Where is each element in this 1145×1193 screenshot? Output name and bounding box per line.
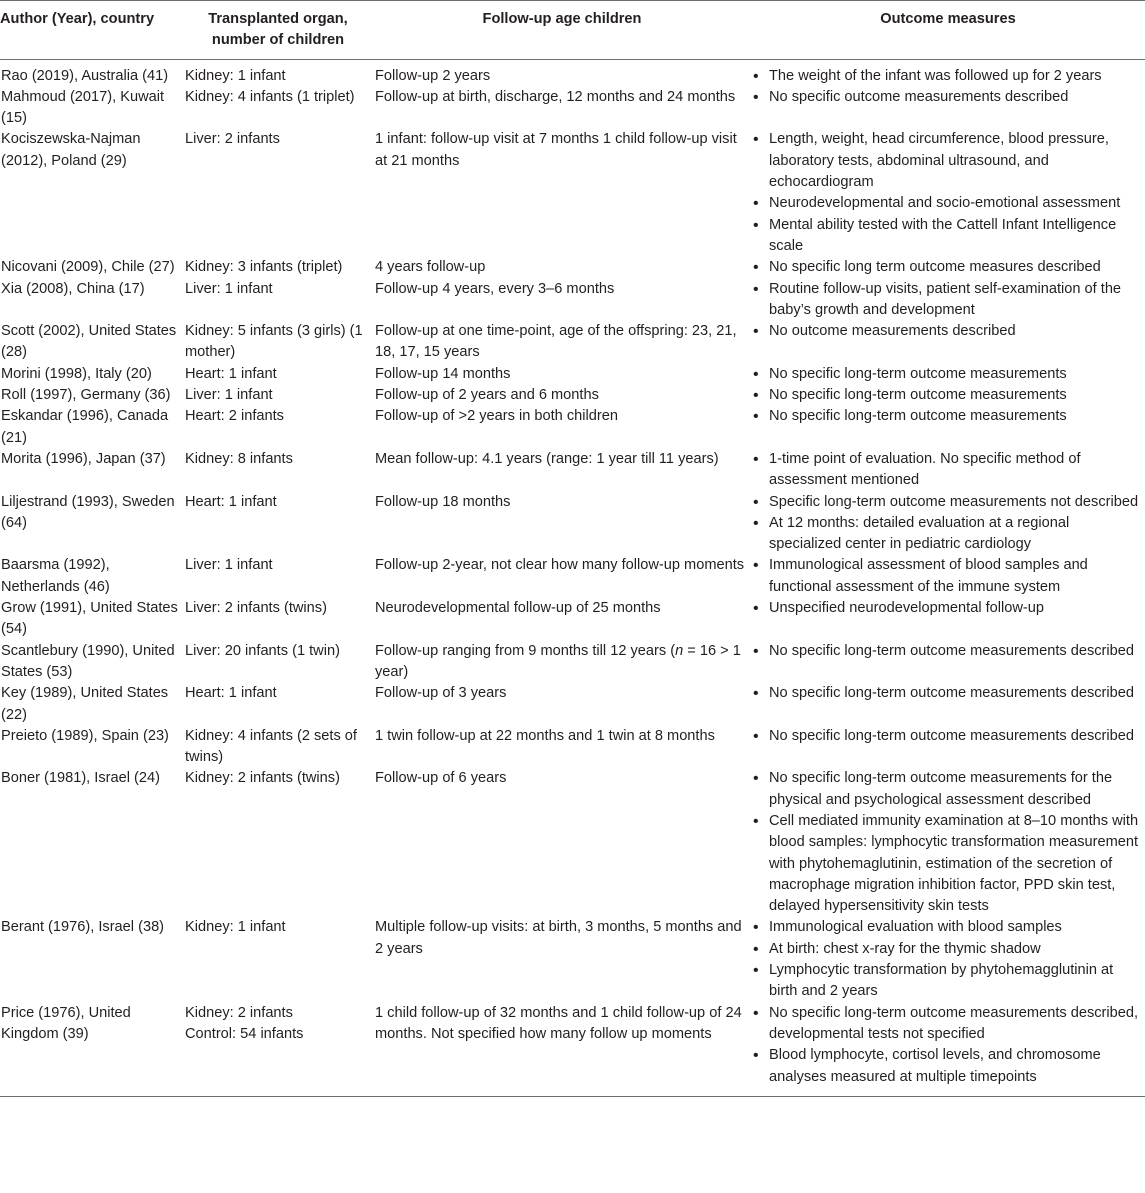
cell-author: Rao (2019), Australia (41): [1, 67, 169, 84]
organ-line: Heart: 1 infant: [185, 685, 277, 702]
outcome-list: [751, 641, 1145, 662]
outcome-item: • Immunological evaluation with blood samples: [751, 917, 1145, 938]
outcome-item: • Specific long-term outcome measurements not described: [751, 492, 1145, 513]
cell-author: Mahmoud (2017), Kuwait (15): [1, 88, 165, 127]
organ-line: Kidney: 3 infants (triplet): [185, 259, 343, 276]
cell-organ: [183, 768, 373, 917]
outcome-item: • No specific long-term outcome measurements: [751, 406, 1145, 427]
followup-text: Follow-up ranging from 9 months till 12 years (: [375, 642, 676, 659]
cell-followup: 1 child follow-up of 32 months and 1 child follow-up of 24 months. Not specified how many follow up moments: [373, 1003, 751, 1097]
cell-author: Roll (1997), Germany (36): [1, 387, 171, 404]
cell-author: Key (1989), United States (22): [1, 685, 169, 723]
cell-author: Xia (2008), China (17): [1, 280, 145, 297]
table-row: [0, 1003, 1145, 1097]
cell-outcomes: [751, 683, 1145, 726]
cell-outcomes: [751, 129, 1145, 257]
cell-followup: Follow-up 2 years: [375, 67, 491, 84]
cell-followup: Follow-up 4 years, every 3–6 months: [375, 280, 615, 297]
outcome-list: [751, 449, 1145, 492]
outcome-item: • Cell mediated immunity examination at 8–10 months with blood samples: lymphocytic transformation measurement with phytohemaglutinin, estimation of the secretion of macrophage migration inhibition factor, PPD skin test, delayed hypersensitivity skin tests: [751, 811, 1145, 917]
cell-organ: [183, 59, 373, 87]
organ-line: Kidney: 8 infants: [185, 450, 293, 467]
outcome-item: • Immunological assessment of blood samples and functional assessment of the immune system: [751, 555, 1145, 598]
outcome-item: • Lymphocytic transformation by phytohemagglutinin at birth and 2 years: [751, 960, 1145, 1003]
cell-outcomes: [751, 321, 1145, 364]
organ-line: Heart: 2 infants: [185, 408, 284, 425]
cell-followup: Mean follow-up: 4.1 years (range: 1 year till 11 years): [375, 450, 719, 467]
table-row: [0, 726, 1145, 769]
organ-line: Kidney: 4 infants (1 triplet): [185, 88, 355, 105]
cell-organ: [183, 321, 373, 364]
cell-organ: [183, 492, 373, 556]
cell-outcomes: [751, 87, 1145, 130]
followup-italic: n: [675, 642, 684, 659]
cell-followup: Follow-up at birth, discharge, 12 months and 24 months: [375, 88, 736, 105]
outcome-list: [751, 385, 1145, 406]
cell-organ: [183, 641, 373, 684]
organ-line: Kidney: 2 infants (twins): [185, 770, 340, 787]
outcome-item: • No specific long-term outcome measurements for the physical and psychological assessment described: [751, 768, 1145, 811]
cell-followup: Follow-up at one time-point, age of the offspring: 23, 21, 18, 17, 15 years: [375, 323, 737, 361]
organ-line: Kidney: 2 infants: [185, 1004, 293, 1021]
cell-organ: [183, 279, 373, 322]
table-row: [0, 768, 1145, 917]
organ-line: Control: 54 infants: [185, 1025, 304, 1042]
table-row: [0, 129, 1145, 257]
outcome-list: [751, 917, 1145, 1002]
cell-author: Preieto (1989), Spain (23): [1, 727, 169, 744]
cell-organ: [183, 598, 373, 641]
outcome-item: • No specific long-term outcome measurements: [751, 364, 1145, 385]
table-body: [0, 59, 1145, 1096]
cell-outcomes: [751, 257, 1145, 278]
cell-outcomes: [751, 555, 1145, 598]
outcome-list: [751, 364, 1145, 385]
cell-organ: [183, 87, 373, 130]
cell-followup: Follow-up 14 months: [375, 365, 511, 382]
cell-outcomes: [751, 406, 1145, 449]
cell-organ: [183, 364, 373, 385]
outcome-list: [751, 87, 1145, 108]
cell-outcomes: [751, 726, 1145, 769]
organ-line: Liver: 1 infant: [185, 387, 273, 404]
table-row: [0, 385, 1145, 406]
cell-followup: Follow-up of 6 years: [375, 770, 507, 787]
header-outcome: Outcome measures: [751, 1, 1145, 60]
outcome-item: • At 12 months: detailed evaluation at a regional specialized center in pediatric cardiology: [751, 513, 1145, 556]
cell-author: Scantlebury (1990), United States (53): [1, 642, 175, 680]
table-row: [0, 449, 1145, 492]
cell-organ: [183, 257, 373, 278]
cell-followup: Follow-up 2-year, not clear how many follow-up moments: [375, 557, 745, 574]
cell-outcomes: [751, 279, 1145, 322]
table-row: [0, 364, 1145, 385]
outcome-item: • No specific long-term outcome measurements described, developmental tests not specified: [751, 1003, 1145, 1046]
organ-line: Liver: 2 infants (twins): [185, 600, 327, 617]
cell-author: Grow (1991), United States (54): [1, 600, 178, 638]
outcome-item: • Mental ability tested with the Cattell Infant Intelligence scale: [751, 215, 1145, 258]
outcome-item: • No specific long-term outcome measurements described: [751, 683, 1145, 704]
cell-outcomes: [751, 598, 1145, 641]
cell-author: Boner (1981), Israel (24): [1, 770, 160, 787]
table-row: [0, 406, 1145, 449]
cell-followup: Neurodevelopmental follow-up of 25 months: [375, 600, 661, 617]
outcome-item: • At birth: chest x-ray for the thymic shadow: [751, 939, 1145, 960]
cell-outcomes: [751, 364, 1145, 385]
outcome-item: • No specific long-term outcome measurements described: [751, 641, 1145, 662]
cell-author: Eskandar (1996), Canada (21): [1, 408, 169, 446]
cell-author: Scott (2002), United States (28): [1, 323, 177, 361]
outcome-item: • No specific outcome measurements described: [751, 87, 1145, 108]
cell-author: Price (1976), United Kingdom (39): [0, 1003, 183, 1097]
cell-organ: [183, 555, 373, 598]
cell-followup: Follow-up of >2 years in both children: [375, 408, 618, 425]
table-header: [0, 1, 1145, 60]
outcome-item: • Neurodevelopmental and socio-emotional assessment: [751, 193, 1145, 214]
cell-organ: [183, 449, 373, 492]
table-row: [0, 279, 1145, 322]
outcome-list: [751, 321, 1145, 342]
header-organ: Transplanted organ, number of children: [183, 1, 373, 60]
outcome-list: [751, 1003, 1145, 1088]
outcome-item: • No specific long-term outcome measurements: [751, 385, 1145, 406]
outcome-item: • Routine follow-up visits, patient self-examination of the baby’s growth and development: [751, 279, 1145, 322]
cell-author: Morini (1998), Italy (20): [1, 365, 152, 382]
cell-followup: [373, 641, 751, 684]
organ-line: Heart: 1 infant: [185, 365, 277, 382]
followup-text: = 16 > 1 year): [375, 642, 741, 680]
cell-followup: 1 twin follow-up at 22 months and 1 twin at 8 months: [375, 727, 715, 744]
cell-followup: Follow-up of 3 years: [375, 685, 507, 702]
cell-organ: [183, 683, 373, 726]
outcome-list: [751, 683, 1145, 704]
cell-author: Morita (1996), Japan (37): [1, 450, 166, 467]
outcome-list: [751, 129, 1145, 257]
cell-author: Berant (1976), Israel (38): [1, 919, 165, 936]
cell-outcomes: [751, 492, 1145, 556]
cell-organ: [183, 726, 373, 769]
organ-line: Kidney: 5 infants (3 girls) (1 mother): [185, 323, 363, 361]
organ-line: Kidney: 1 infant: [185, 919, 286, 936]
cell-followup: Follow-up 18 months: [375, 493, 511, 510]
table-row: [0, 917, 1145, 1002]
cell-followup: 1 infant: follow-up visit at 7 months 1 child follow-up visit at 21 months: [375, 131, 737, 169]
outcome-item: • No outcome measurements described: [751, 321, 1145, 342]
organ-line: Kidney: 1 infant: [185, 67, 286, 84]
cell-outcomes: [751, 385, 1145, 406]
outcome-list: [751, 598, 1145, 619]
organ-line: Liver: 2 infants: [185, 131, 280, 148]
outcome-list: [751, 768, 1145, 917]
organ-line: Liver: 1 infant: [185, 557, 273, 574]
organ-line: Liver: 20 infants (1 twin): [185, 642, 340, 659]
cell-outcomes: [751, 1003, 1145, 1097]
cell-author: Liljestrand (1993), Sweden (64): [1, 493, 175, 531]
table-row: [0, 257, 1145, 278]
cell-organ: [183, 406, 373, 449]
outcome-list: [751, 726, 1145, 747]
cell-followup: 4 years follow-up: [375, 259, 486, 276]
table-row: [0, 598, 1145, 641]
cell-author: Kociszewska-Najman (2012), Poland (29): [1, 131, 141, 169]
table-row: [0, 492, 1145, 556]
outcome-list: [751, 279, 1145, 322]
organ-line: Heart: 1 infant: [185, 493, 277, 510]
cell-outcomes: [751, 917, 1145, 1002]
cell-followup: Multiple follow-up visits: at birth, 3 months, 5 months and 2 years: [375, 919, 742, 957]
cell-outcomes: [751, 449, 1145, 492]
header-followup: Follow-up age children: [373, 1, 751, 60]
cell-author: Baarsma (1992), Netherlands (46): [1, 557, 110, 595]
table-row: [0, 555, 1145, 598]
cell-organ: [183, 129, 373, 257]
outcome-item: • Length, weight, head circumference, blood pressure, laboratory tests, abdominal ultrasound, and echocardiogram: [751, 129, 1145, 193]
organ-line: Kidney: 4 infants (2 sets of twins): [185, 727, 357, 766]
cell-organ: [183, 385, 373, 406]
outcome-item: • The weight of the infant was followed up for 2 years: [751, 66, 1145, 87]
outcome-list: [751, 66, 1145, 87]
outcome-item: • Blood lymphocyte, cortisol levels, and chromosome analyses measured at multiple timepoints: [751, 1045, 1145, 1088]
cell-author: Nicovani (2009), Chile (27): [1, 259, 175, 276]
header-row: [0, 1, 1145, 60]
outcome-list: [751, 257, 1145, 278]
outcome-list: [751, 492, 1145, 556]
outcome-item: • 1-time point of evaluation. No specific method of assessment mentioned: [751, 449, 1145, 492]
table-row: [0, 683, 1145, 726]
outcome-list: [751, 406, 1145, 427]
cell-organ: [183, 1003, 373, 1097]
cell-followup: Follow-up of 2 years and 6 months: [375, 387, 599, 404]
outcome-item: • No specific long term outcome measures described: [751, 257, 1145, 278]
cell-outcomes: [751, 59, 1145, 87]
table-row: [0, 321, 1145, 364]
cell-outcomes: [751, 768, 1145, 917]
header-author: Author (Year), country: [0, 1, 183, 60]
outcome-item: • Unspecified neurodevelopmental follow-up: [751, 598, 1145, 619]
outcome-item: • No specific long-term outcome measurements described: [751, 726, 1145, 747]
cell-outcomes: [751, 641, 1145, 684]
cell-organ: [183, 917, 373, 1002]
table-row: [0, 641, 1145, 684]
table-row: [0, 59, 1145, 87]
outcome-list: [751, 555, 1145, 598]
table-row: [0, 87, 1145, 130]
organ-line: Liver: 1 infant: [185, 280, 273, 297]
